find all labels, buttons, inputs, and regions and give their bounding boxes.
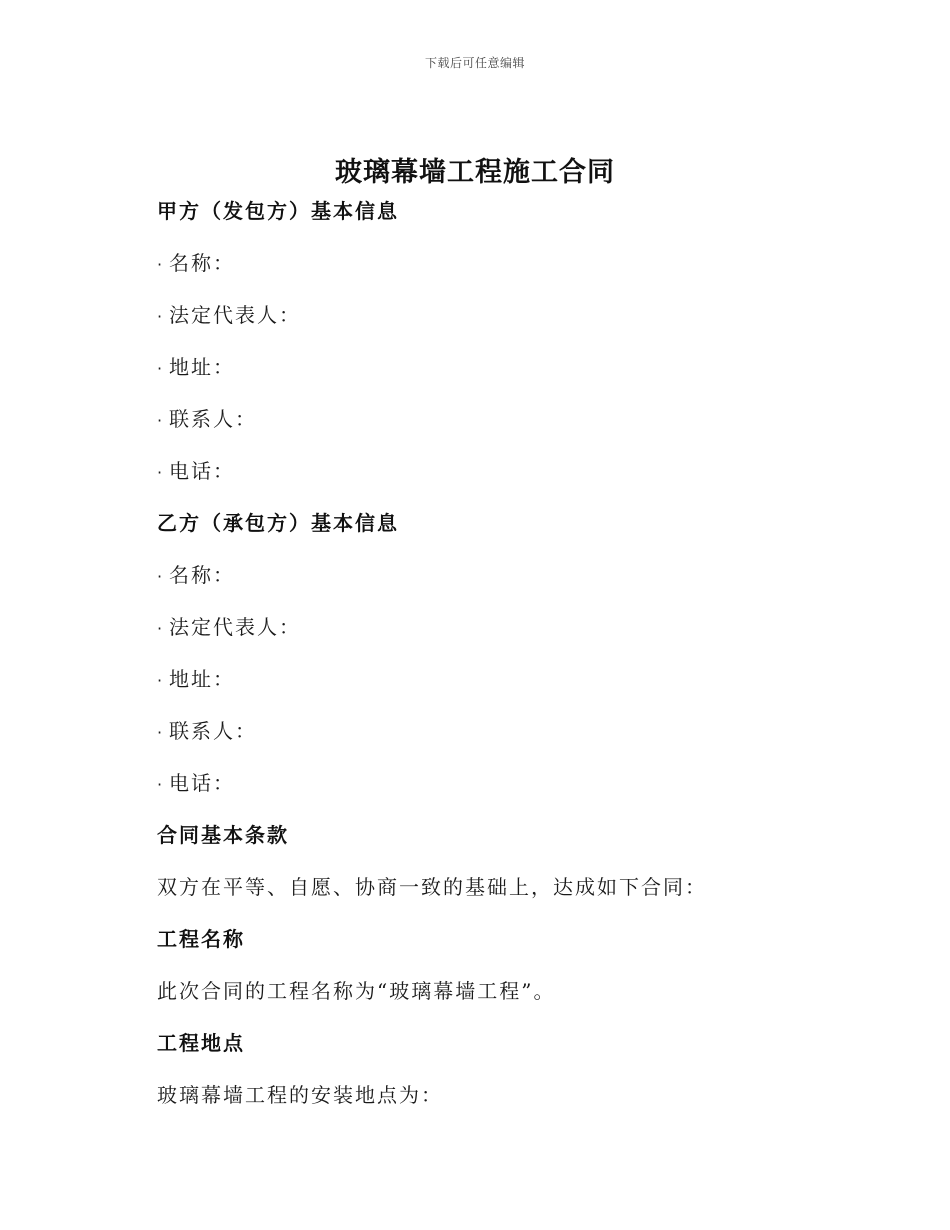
field-label: 联系人：	[169, 407, 257, 431]
document-body	[157, 196, 830, 1132]
party-a-representative-field	[157, 300, 830, 352]
bullet-icon: ·	[157, 307, 165, 326]
field-label: 名称：	[169, 251, 235, 275]
document-title: 玻璃幕墙工程施工合同	[335, 157, 615, 188]
party-b-phone-field	[157, 768, 830, 820]
party-a-address-field	[157, 352, 830, 404]
field-label: 电话：	[169, 459, 235, 483]
field-label: 法定代表人：	[169, 615, 301, 639]
bullet-icon: ·	[157, 619, 165, 638]
bullet-icon: ·	[157, 723, 165, 742]
bullet-icon: ·	[157, 671, 165, 690]
party-b-name-field	[157, 560, 830, 612]
field-label: 地址：	[169, 667, 235, 691]
project-location-text: 玻璃幕墙工程的安装地点为：	[157, 1083, 443, 1107]
bullet-icon: ·	[157, 567, 165, 586]
bullet-icon: ·	[157, 255, 165, 274]
project-location-heading: 工程地点	[157, 1031, 245, 1055]
party-b-representative-field	[157, 612, 830, 664]
bullet-icon: ·	[157, 411, 165, 430]
field-label: 地址：	[169, 355, 235, 379]
party-b-address-field	[157, 664, 830, 716]
field-label: 联系人：	[169, 719, 257, 743]
basic-terms-text: 双方在平等、自愿、协商一致的基础上，达成如下合同：	[157, 875, 707, 899]
party-b-heading: 乙方（承包方）基本信息	[157, 511, 399, 535]
field-label: 名称：	[169, 563, 235, 587]
party-a-contact-field	[157, 404, 830, 456]
project-name-heading: 工程名称	[157, 927, 245, 951]
party-a-heading: 甲方（发包方）基本信息	[157, 199, 399, 223]
bullet-icon: ·	[157, 775, 165, 794]
party-a-name-field	[157, 248, 830, 300]
bullet-icon: ·	[157, 463, 165, 482]
header-note: 下载后可任意编辑	[424, 56, 525, 70]
party-b-contact-field	[157, 716, 830, 768]
party-a-phone-field	[157, 456, 830, 508]
field-label: 电话：	[169, 771, 235, 795]
field-label: 法定代表人：	[169, 303, 301, 327]
project-name-text: 此次合同的工程名称为“玻璃幕墙工程”。	[157, 979, 556, 1003]
bullet-icon: ·	[157, 359, 165, 378]
basic-terms-heading: 合同基本条款	[157, 823, 289, 847]
